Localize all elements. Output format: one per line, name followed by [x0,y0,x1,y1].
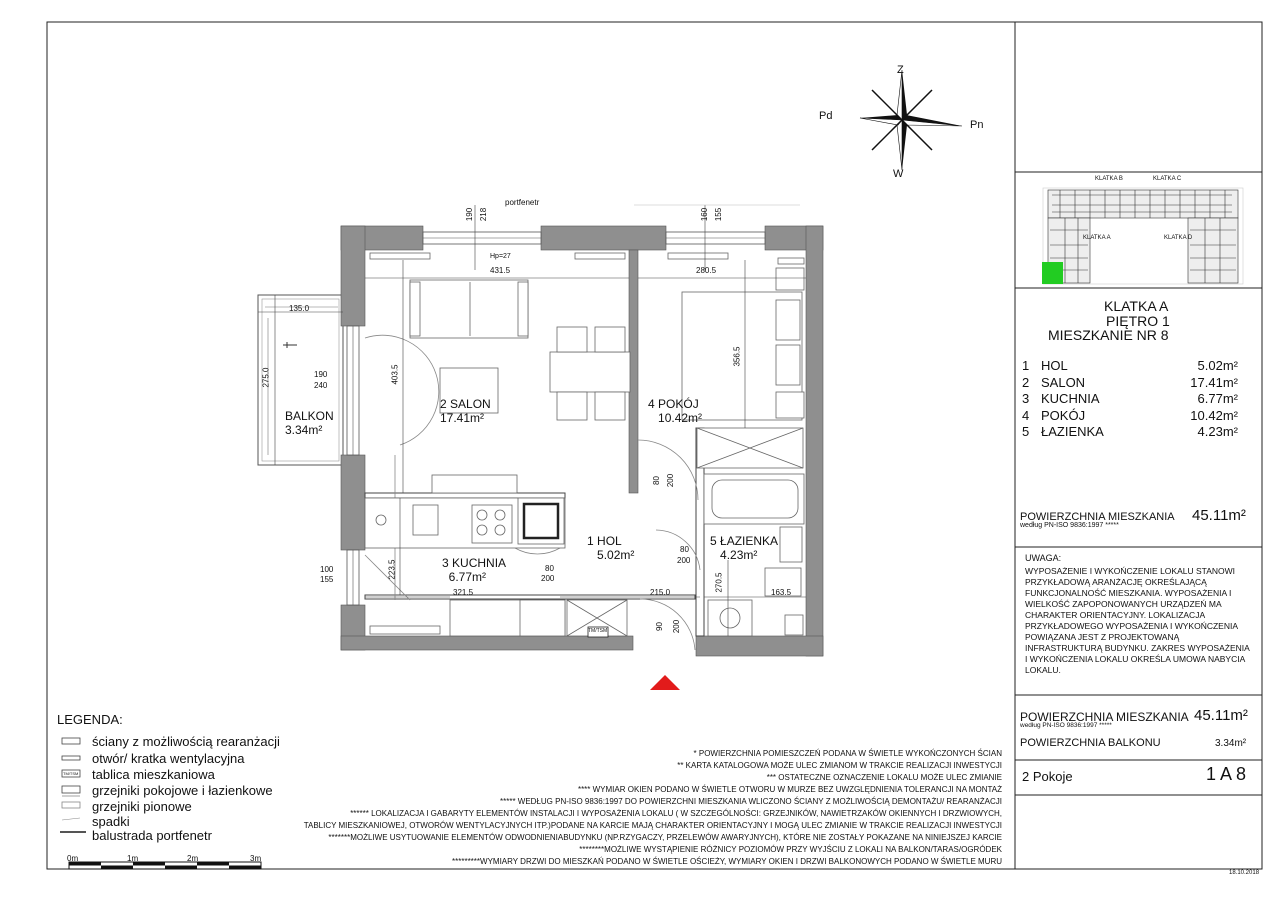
footnote: *********WYMIARY DRZWI DO MIESZKAŃ PODANO W ŚWIETLE OŚCIEŻY, WYMIARY OKIEN I DRZWI BALKONOWYCH PODANO W ŚWIETLE MURU [452,857,1002,866]
keyplan-label-d: KLATKA D [1164,235,1193,241]
compass-s-label: W [893,168,904,180]
dim-salon-width: 431.5 [490,266,511,275]
uwaga-text: WYPOSAŻENIE I WYKOŃCZENIE LOKALU STANOWI PRZYKŁADOWĄ ARANŻACJĘ OKREŚLAJĄCĄ FUNKCJONALNOŚĆ MIESZKANIA. WYPOSAŻENIA I WIELKOŚĆ ZAPOPONOWANYCH URZĄDZEŃ MA CHARAKTER ORIENTACYJNY. LOKALIZACJA PRZYKŁADOWEGO WYPOSAŻENIA I WYKOŃCZENIA POWIĄZANA JEST Z PROJEKTOWANĄ INFRASTRUKTURĄ BUDYNKU. ZAKRES WYPOSAŻENIA I WYKOŃCZENIA LOKALU OKREŚLA UMOWA NABYCIA LOKALU. [1025,566,1250,675]
dim-door-bath-b: 200 [677,556,691,565]
scale-label: 1m [127,854,139,863]
portfenetr-label: portfenetr [505,198,540,207]
dim-kitchen-width: 321.5 [453,588,474,597]
dim-kitchen-window-b: 155 [320,575,334,584]
hp-label: Hp=27 [490,253,511,260]
keyplan-label-c: KLATKA C [1153,176,1182,182]
dim-door-bath-a: 80 [680,545,689,554]
compass-e-label: Pn [970,119,984,131]
dim-bath-width: 163.5 [771,588,792,597]
footnote: ********MOŻLIWE WYSTĄPIENIE RÓŻNICY POZIOMÓW PRZY WYJŚCIU Z LOKALI NA BALKON/TARAS/OGRÓDEK [579,845,1002,854]
legend-item: grzejniki pionowe [92,799,192,814]
room-label-kuchnia: 3 KUCHNIA 6.77m² [442,556,507,584]
dim-balcony-door-b: 240 [314,381,328,390]
area-label: POWIERZCHNIA MIESZKANIA [1020,511,1175,523]
keyplan-label-a: KLATKA A [1083,235,1111,241]
area-value: 45.11m² [1192,507,1246,524]
footnote: *******MOŻLIWE USYTUOWANIE ELEMENTÓW ODWODNIENIABUDYNKU (NP.RZYGACZY, PRZELEWÓW AWARYJNYCH), KTÓRE NIE ZOSTAŁY POKAZANE NA NINIEJSZEJ KARCIE [328,833,1002,842]
dim-salon-height: 403.5 [390,364,400,385]
legend-item: balustrada portfenetr [92,828,212,843]
klatka-title: KLATKA A [1104,298,1169,314]
legend-item: spadki [92,814,130,829]
dim-door-kitchen-a: 80 [545,564,554,573]
vent-icon [62,756,80,760]
room-label-salon: 2 SALON 17.41m² [440,397,491,425]
mieszkanie-title: MIESZKANIE NR 8 [1048,327,1169,343]
pietro-title: PIĘTRO 1 [1106,313,1170,329]
dim-door-kitchen-b: 200 [541,574,555,583]
footnote: **** WYMIAR OKIEN PODANO W ŚWIETLE OTWORU W MURZE BEZ UWZGLĘDNIENIA TOLERANCJI NA MONTAŻ [577,785,1002,794]
dim-window-salon-b: 218 [479,207,489,222]
scale-label: 0m [67,854,79,863]
area-norm: według PN-ISO 9836:1997 ***** [1020,522,1119,529]
footnote: ***** WEDŁUG PN-ISO 9836:1997 DO POWIERZCHNI MIESZKANIA WLICZONO ŚCIANY Z MOŻLIWOŚCIĄ DEMONTAŻU/ REARANŻACJI [499,797,1002,806]
legend-title: LEGENDA: [57,712,123,727]
balcony-outline [258,295,343,465]
key-plan-highlight [1042,262,1063,284]
area2-norm: według PN-ISO 9836:1997 ***** [1020,722,1112,729]
balkon-area-label: POWIERZCHNIA BALKONU [1020,737,1161,749]
apartment-code: 1 A 8 [1206,764,1247,784]
dim-balcony-width: 135.0 [289,304,310,313]
dim-door-entry-b: 200 [672,619,682,634]
radiator-icon [62,786,80,793]
dim-pokoj-width: 280.5 [696,266,717,275]
furniture [365,253,804,636]
footnote: *** OSTATECZNE OZNACZENIE LOKALU MOŻE ULEC ZMIANIE [766,773,1002,782]
dim-door-pokoj-b: 200 [666,473,676,488]
date-stamp: 18.10.2018 [1229,870,1260,876]
compass-n-label: Z [897,64,904,76]
scale-label: 2m [187,854,199,863]
dim-window-pokoj-a: 160 [700,207,710,222]
footnote: ** KARTA KATALOGOWA MOŻE ULEC ZMIANOM W TRAKCIE REALIZACJI INWESTYCJI [677,761,1002,770]
compass-rose [860,70,962,170]
dim-balcony-height: 275.0 [261,367,271,388]
area2-label: POWIERZCHNIA MIESZKANIA [1020,710,1189,724]
tm-label: TM/TSM [588,628,608,634]
wall-icon [62,738,80,744]
dim-bath-height: 270.5 [714,572,724,593]
scale-label: 3m [250,854,262,863]
legend-icons [60,734,86,834]
room-label-hol: 1 HOL 5.02m² [587,534,635,562]
dim-door-pokoj-a: 80 [651,476,661,485]
balkon-area-value: 3.34m² [1215,738,1247,749]
room-label-pokoj: 4 POKÓJ 10.42m² [648,397,703,425]
dimension-lines [258,205,806,636]
dim-kitchen-height: 223.5 [387,559,397,580]
dim-window-pokoj-b: 155 [714,207,724,222]
slope-icon [62,818,80,820]
room-label-balkon: BALKON 3.34m² [285,409,334,437]
dim-door-entry-a: 90 [654,622,664,631]
room-label-lazienka: 5 ŁAZIENKA 4.23m² [710,534,779,562]
keyplan-label-b: KLATKA B [1095,176,1123,182]
legend-item: ściany z możliwością rearanżacji [92,734,280,749]
legend-icon-label: TM/TSM [63,771,79,776]
legend-item: tablica mieszkaniowa [92,767,215,782]
legend-item: otwór/ kratka wentylacyjna [92,751,245,766]
dim-pokoj-height: 356.5 [732,346,742,367]
compass-w-label: Pd [819,110,833,122]
legend-item: grzejniki pokojowe i łazienkowe [92,783,273,798]
dim-hall-width: 215.0 [650,588,671,597]
area2-value: 45.11m² [1194,707,1248,724]
scale-bar [68,860,264,872]
footnote: * POWIERZCHNIA POMIESZCZEŃ PODANA W ŚWIETLE WYKOŃCZONYCH ŚCIAN [693,749,1002,758]
dim-window-salon-a: 190 [465,207,475,222]
footnote: ****** LOKALIZACJA I GABARYTY ELEMENTÓW INSTALACJI I WYPOSAŻENIA LOKALU ( W SZCZEGÓLNOŚCI: GRZEJNIKÓW, NAWIETRZAKÓW OKIENNYCH I DRZWIOWYCH, [350,809,1002,818]
entrance-arrow [650,675,680,690]
key-plan [1043,188,1243,284]
vertical-radiator-icon [62,802,80,808]
rooms-count: 2 Pokoje [1022,769,1073,784]
footnote: TABLICY MIESZKANIOWEJ, OTWORÓW WENTYLACYJNYCH ITP.)PODANE NA KARCIE MAJĄ CHARAKTER ORIENTACYJNY I MOGĄ ULEC ZMIANIE W TRAKCIE REALIZACJI INWESTYCJI [303,821,1002,830]
dim-kitchen-window-a: 100 [320,565,334,574]
dim-balcony-door-a: 190 [314,370,328,379]
uwaga-title: UWAGA: [1025,553,1062,563]
